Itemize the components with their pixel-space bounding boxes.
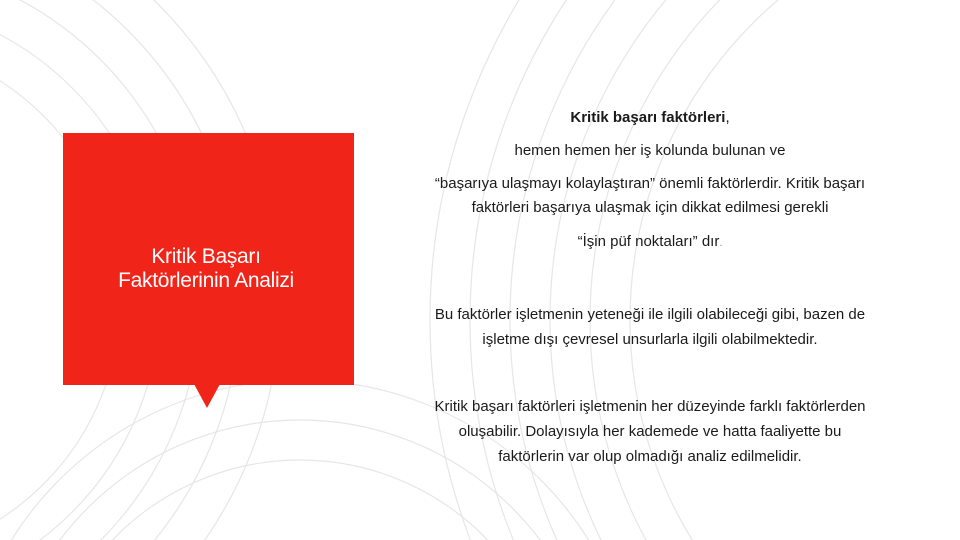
content-heading: [380, 104, 920, 132]
content-line-2: “başarıya ulaşmayı kolaylaştıran” önemli faktörlerdir. Kritik başarı: [434, 175, 866, 192]
paragraph-2-line-1: Bu faktörler işletmenin yeteneği ile ilgili olabileceği gibi, bazen de: [434, 306, 866, 323]
paragraph-3-line-3: faktörlerin var olup olmadığı analiz edilmelidir.: [498, 448, 802, 465]
panel-pointer: [194, 384, 220, 408]
line-4-period: .: [719, 237, 723, 249]
content-line-4: [380, 228, 920, 257]
content-line-1: hemen hemen her iş kolunda bulunan ve: [514, 142, 786, 159]
paragraph-3-line-1: Kritik başarı faktörleri işletmenin her düzeyinde farklı faktörlerden: [434, 398, 866, 415]
panel-title: [86, 245, 326, 293]
heading-comma: ,: [725, 109, 730, 126]
content-line-3: faktörleri başarıya ulaşmak için dikkat edilmesi gerekli: [471, 199, 829, 216]
paragraph-2-line-2: işletme dışı çevresel unsurlarla ilgili olabilmektedir.: [482, 331, 818, 348]
panel-title-line-1: Kritik Başarı: [151, 245, 261, 268]
panel-title-line-2: Faktörlerinin Analizi: [118, 269, 294, 292]
line-4-text: “İşin püf noktaları” dır: [577, 233, 720, 250]
heading-text: Kritik başarı faktörleri: [570, 109, 726, 126]
paragraph-3-line-2: oluşabilir. Dolayısıyla her kademede ve hatta faaliyette bu: [458, 423, 842, 440]
